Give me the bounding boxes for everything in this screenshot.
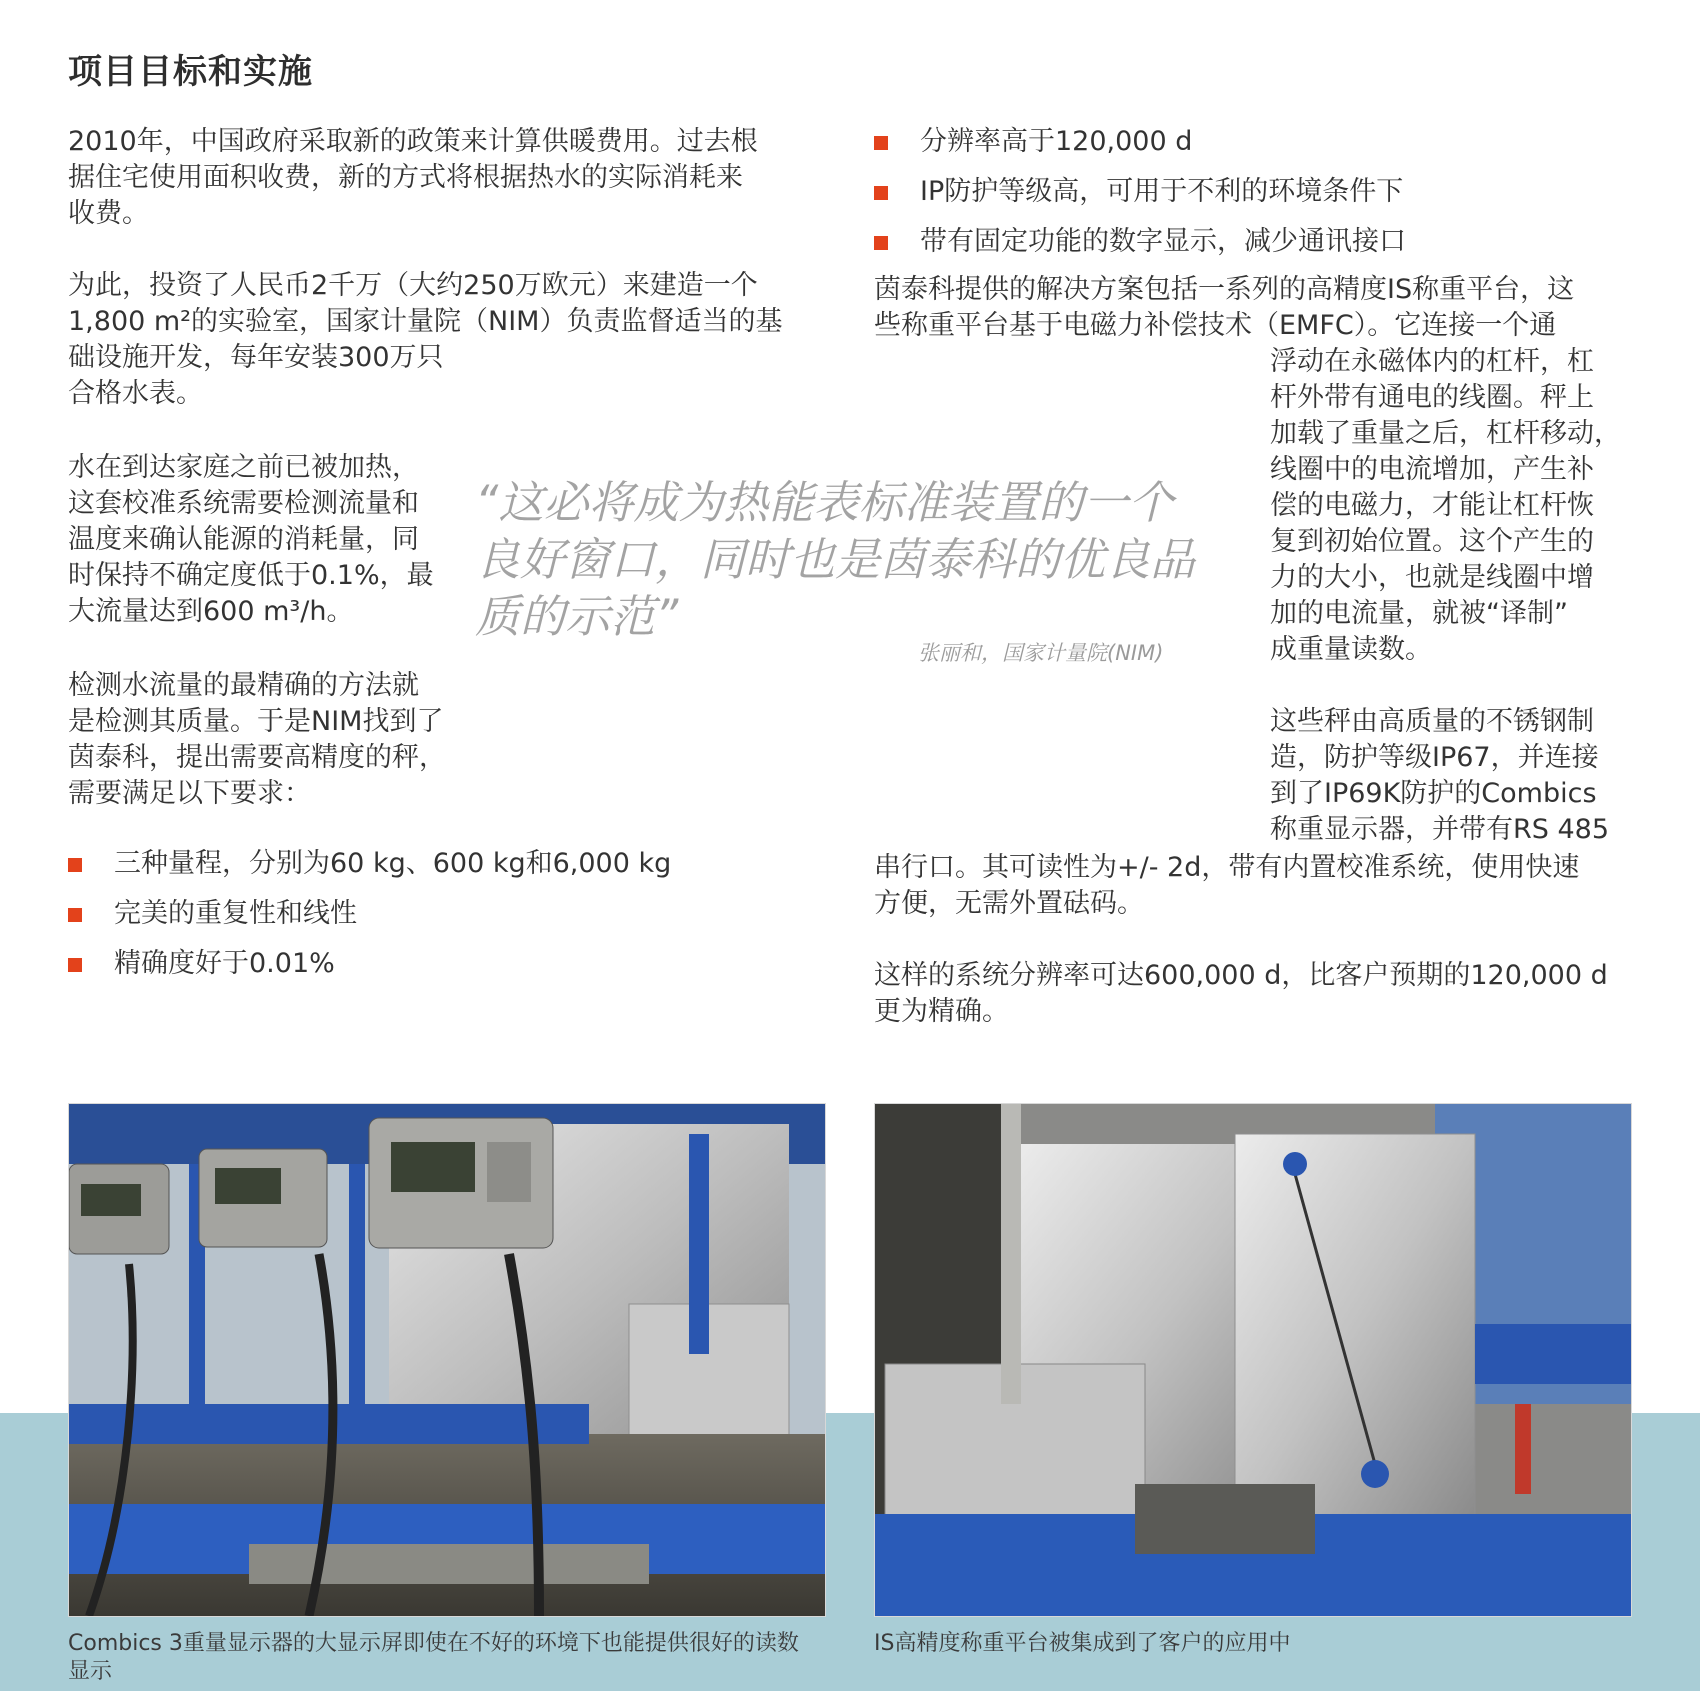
bullet-square-icon <box>874 236 888 250</box>
quote-author: 张丽和，国家计量院(NIM) <box>918 641 1164 665</box>
bullet-square-icon <box>68 958 82 972</box>
right-paragraph-1a: 茵泰科提供的解决方案包括一系列的高精度IS称重平台，这 些称重平台基于电磁力补偿技术（EMFC）。它连接一个通 <box>874 274 1575 341</box>
caption-left: Combics 3重量显示器的大显示屏即使在不好的环境下也能提供很好的读数 显示 <box>68 1631 799 1684</box>
left-paragraph-1: 2010年，中国政府采取新的政策来计算供暖费用。过去根 据住宅使用面积收费，新的方式将根据热水的实际消耗来 收费。 <box>68 126 758 229</box>
bullet-square-icon <box>68 858 82 872</box>
right-paragraph-1b: 浮动在永磁体内的杠杆，杠 杆外带有通电的线圈。秤上 加载了重量之后，杠杆移动， 线圈中的电流增加，产生补 偿的电磁力，才能让杠杆恢 复到初始位置。这个产生的 力的大小，也就是线圈中增 加的电流量，就被“译制” 成重量读数。 <box>1270 346 1621 665</box>
list-item: 分辨率高于120,000 d <box>874 124 1406 160</box>
bullet-square-icon <box>68 908 82 922</box>
spec-list <box>874 124 1406 274</box>
left-paragraph-2: 为此，投资了人民币2千万（大约250万欧元）来建造一个 1,800 m²的实验室，国家计量院（NIM）负责监督适当的基 础设施开发，每年安装300万只 合格水表。 <box>68 270 783 409</box>
bullet-square-icon <box>874 136 888 150</box>
list-item: 带有固定功能的数字显示，减少通讯接口 <box>874 224 1406 260</box>
left-paragraph-3: 水在到达家庭之前已被加热， 这套校准系统需要检测流量和 温度来确认能源的消耗量，同 时保持不确定度低于0.1%，最 大流量达到600 m³/h。 <box>68 452 434 627</box>
right-paragraph-2a: 这些秤由高质量的不锈钢制 造，防护等级IP67，并连接 到了IP69K防护的Combics 称重显示器，并带有RS 485 <box>1270 706 1610 845</box>
pull-quote: “这必将成为热能表标准装置的一个 良好窗口，同时也是茵泰科的优良品 质的示范” <box>475 476 1196 643</box>
photo-is-weighing-platform <box>874 1103 1632 1617</box>
photo-combics-displays <box>68 1103 826 1617</box>
list-item: 三种量程，分别为60 kg、600 kg和6,000 kg <box>68 846 671 882</box>
right-paragraph-3: 这样的系统分辨率可达600,000 d，比客户预期的120,000 d 更为精确。 <box>874 960 1608 1027</box>
requirements-list <box>68 846 671 996</box>
list-item: 完美的重复性和线性 <box>68 896 671 932</box>
page-title: 项目目标和实施 <box>68 52 313 92</box>
list-item: IP防护等级高，可用于不利的环境条件下 <box>874 174 1406 210</box>
right-paragraph-2b: 串行口。其可读性为+/- 2d，带有内置校准系统，使用快速 方便，无需外置砝码。 <box>874 852 1580 919</box>
left-paragraph-4: 检测水流量的最精确的方法就 是检测其质量。于是NIM找到了 茵泰科，提出需要高精度的秤， 需要满足以下要求： <box>68 670 446 809</box>
bullet-square-icon <box>874 186 888 200</box>
list-item: 精确度好于0.01% <box>68 946 671 982</box>
caption-right: IS高精度称重平台被集成到了客户的应用中 <box>874 1631 1291 1656</box>
